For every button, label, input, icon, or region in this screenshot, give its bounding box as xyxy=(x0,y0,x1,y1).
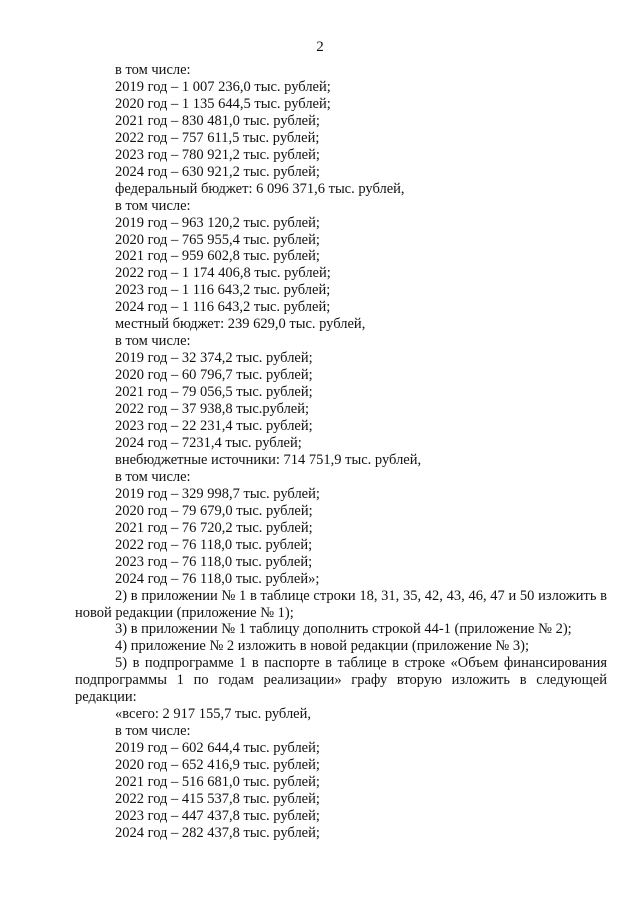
text-line: 2020 год – 652 416,9 тыс. рублей; xyxy=(115,757,320,774)
item-2-paragraph: 2) в приложении № 1 в таблице строки 18, 31, 35, 42, 43, 46, 47 и 50 изложить в новой редакции (приложение № 1); xyxy=(75,587,607,621)
text-line: 2024 год – 282 437,8 тыс. рублей; xyxy=(115,824,320,841)
text-line: 2021 год – 79 056,5 тыс. рублей; xyxy=(115,384,313,401)
text-line: 2019 год – 602 644,4 тыс. рублей; xyxy=(115,740,320,757)
subprogram-funding-list xyxy=(75,706,607,842)
text-line: 2022 год – 76 118,0 тыс. рублей; xyxy=(115,536,313,553)
text-line: в том числе: xyxy=(115,333,191,350)
text-line: 2024 год – 1 116 643,2 тыс. рублей; xyxy=(115,299,331,316)
text-line: 2022 год – 1 174 406,8 тыс. рублей; xyxy=(115,265,331,282)
text-line: 2022 год – 415 537,8 тыс. рублей; xyxy=(115,790,320,807)
text-line: 2020 год – 79 679,0 тыс. рублей; xyxy=(115,502,313,519)
text-line: 2019 год – 329 998,7 тыс. рублей; xyxy=(115,485,320,502)
item-5-paragraph: 5) в подпрограмме 1 в паспорте в таблице в строке «Объем финансирования подпрограммы 1 по годам реализации» графу вторую изложить в следующей редакции: xyxy=(75,655,607,706)
text-line: 2023 год – 22 231,4 тыс. рублей; xyxy=(115,418,313,435)
text-line: 2024 год – 7231,4 тыс. рублей; xyxy=(115,434,302,451)
text-line: внебюджетные источники: 714 751,9 тыс. рублей, xyxy=(115,451,422,468)
text-line: 2020 год – 765 955,4 тыс. рублей; xyxy=(115,231,320,248)
text-line: 2024 год – 76 118,0 тыс. рублей»; xyxy=(115,570,320,587)
text-line: 2022 год – 37 938,8 тыс.рублей; xyxy=(115,401,310,418)
item-4-paragraph: 4) приложение № 2 изложить в новой редакции (приложение № 3); xyxy=(115,638,529,655)
text-line: местный бюджет: 239 629,0 тыс. рублей, xyxy=(115,316,366,333)
item-3-paragraph: 3) в приложении № 1 таблицу дополнить строкой 44-1 (приложение № 2); xyxy=(115,621,572,638)
text-line: 2021 год – 76 720,2 тыс. рублей; xyxy=(115,519,313,536)
funding-breakdown-list xyxy=(75,62,607,588)
text-line: в том числе: xyxy=(115,62,191,78)
text-line: «всего: 2 917 155,7 тыс. рублей, xyxy=(115,706,312,723)
document-body xyxy=(75,62,607,842)
text-line: 2023 год – 76 118,0 тыс. рублей; xyxy=(115,553,313,570)
text-line: 2021 год – 959 602,8 тыс. рублей; xyxy=(115,248,320,265)
text-line: 2020 год – 60 796,7 тыс. рублей; xyxy=(115,367,313,384)
text-line: федеральный бюджет: 6 096 371,6 тыс. рублей, xyxy=(115,180,405,197)
text-line: 2019 год – 1 007 236,0 тыс. рублей; xyxy=(115,78,331,95)
text-line: 2021 год – 830 481,0 тыс. рублей; xyxy=(115,112,320,129)
text-line: 2019 год – 32 374,2 тыс. рублей; xyxy=(115,350,313,367)
text-line: 2021 год – 516 681,0 тыс. рублей; xyxy=(115,774,320,791)
text-line: в том числе: xyxy=(115,197,191,214)
text-line: 2020 год – 1 135 644,5 тыс. рублей; xyxy=(115,95,331,112)
text-line: 2023 год – 780 921,2 тыс. рублей; xyxy=(115,146,320,163)
page-number: 2 xyxy=(316,39,324,55)
text-line: 2023 год – 447 437,8 тыс. рублей; xyxy=(115,807,320,824)
text-line: в том числе: xyxy=(115,723,191,740)
text-line: 2022 год – 757 611,5 тыс. рублей; xyxy=(115,129,320,146)
text-line: 2019 год – 963 120,2 тыс. рублей; xyxy=(115,214,320,231)
text-line: в том числе: xyxy=(115,468,191,485)
text-line: 2023 год – 1 116 643,2 тыс. рублей; xyxy=(115,282,331,299)
text-line: 2024 год – 630 921,2 тыс. рублей; xyxy=(115,163,320,180)
